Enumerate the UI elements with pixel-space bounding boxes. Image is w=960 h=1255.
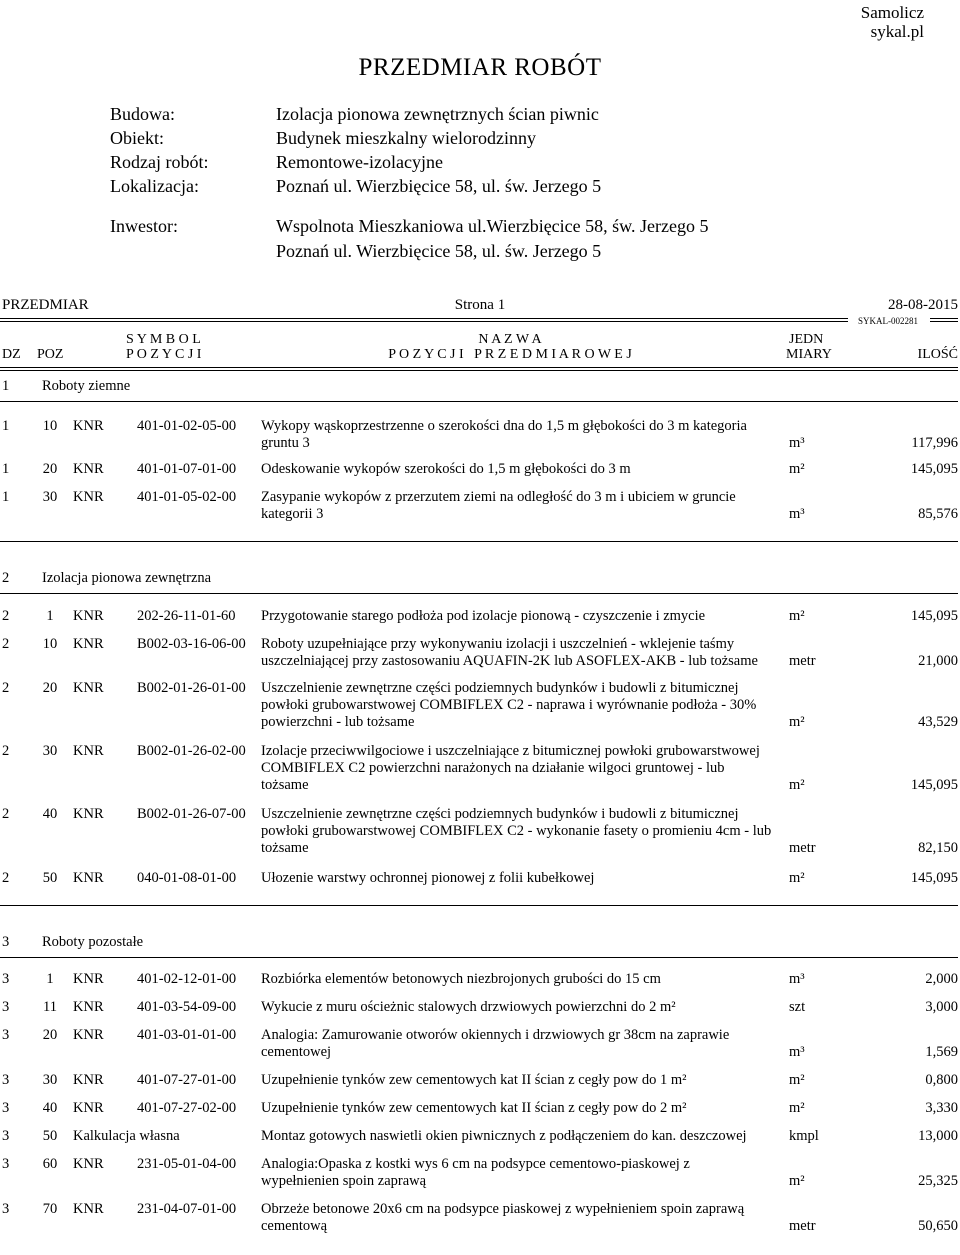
row-unit: metr: [789, 1218, 816, 1234]
jedn-heading-1: JEDN: [789, 332, 824, 347]
row-poz: 30: [42, 743, 58, 759]
inwestor-value-2: Poznań ul. Wierzbięcice 58, ul. św. Jerzego 5: [276, 241, 602, 261]
inwestor-label: Inwestor:: [110, 216, 178, 236]
row-symbol: 401-07-27-02-00: [137, 1100, 237, 1116]
header-rule-bottom-1: [0, 367, 958, 368]
section-title: Izolacja pionowa zewnętrzna: [42, 570, 212, 586]
row-dz: 3: [2, 1027, 10, 1043]
section-number: 1: [2, 378, 10, 394]
row-dz: 2: [2, 608, 10, 624]
row-description: Uszczelnienie zewnętrzne części podziemnych budynków i budowli z bitumicznej powłoki grubowarstwowej COMBIFLEX C2 - wykonanie fasety o promieniu 4cm - lub tożsame: [261, 806, 772, 856]
row-symbol: B002-01-26-01-00: [137, 680, 246, 696]
row-catalog: KNR: [73, 806, 104, 822]
row-description: Przygotowanie starego podłoża pod izolacje pionową - czyszczenie i zmycie: [261, 608, 706, 624]
row-poz: 50: [42, 1128, 58, 1144]
row-poz: 10: [42, 418, 58, 434]
header-rule-top-3: [930, 318, 958, 319]
row-catalog: KNR: [73, 999, 104, 1015]
row-description: Roboty uzupełniające przy wykonywaniu izolacji i uszczelnień - wklejenie taśmy uszczelniającej przy zastosowaniu AQUAFIN-2K lub ASOFLEX-AKB - lub tożsame: [261, 636, 758, 669]
row-description: Zasypanie wykopów z przerzutem ziemi na odległość do 3 m i ubiciem w gruncie kategorii 3: [261, 489, 736, 522]
section-number: 3: [2, 934, 10, 950]
row-poz: 1: [46, 971, 54, 987]
row-symbol: 401-01-05-02-00: [137, 489, 237, 505]
symbol-heading-2: P O Z Y C J I: [126, 347, 202, 362]
row-dz: 1: [2, 418, 10, 434]
row-description: Ułozenie warstwy ochronnej pionowej z folii kubełkowej: [261, 870, 595, 886]
obiekt-value: Budynek mieszkalny wielorodzinny: [276, 128, 536, 148]
row-symbol: 202-26-11-01-60: [137, 608, 236, 624]
row-dz: 3: [2, 1156, 10, 1172]
row-catalog: KNR: [73, 608, 104, 624]
section-title: Roboty ziemne: [42, 378, 131, 394]
poz-heading: POZ: [37, 347, 64, 362]
row-symbol: 040-01-08-01-00: [137, 870, 237, 886]
nazwa-heading-2: P O Z Y C J I P R Z E D M I A R O W E J: [388, 347, 632, 362]
row-catalog: KNR: [73, 1072, 104, 1088]
section-rule: [0, 957, 958, 958]
row-poz: 11: [43, 999, 57, 1015]
row-catalog: KNR: [73, 1156, 104, 1172]
row-quantity: 13,000: [918, 1128, 958, 1144]
budowa-value: Izolacja pionowa zewnętrznych ścian piwnic: [276, 104, 599, 124]
row-unit: m²: [789, 1100, 805, 1116]
row-unit: m²: [789, 870, 805, 886]
row-symbol: 401-01-07-01-00: [137, 461, 237, 477]
obiekt-label: Obiekt:: [110, 128, 164, 148]
row-unit: metr: [789, 653, 816, 669]
row-description: Izolacje przeciwwilgociowe i uszczelniające z bitumicznej powłoki grubowarstwowej COMBIFLEX C2 powierzchni narażonych na działanie wilgoci gruntowej - lub tożsame: [261, 743, 760, 793]
row-catalog: KNR: [73, 743, 104, 759]
row-unit: szt: [789, 999, 806, 1015]
row-description: Montaz gotowych naswietli okien piwnicznych z podłączeniem do kan. deszczowej: [261, 1128, 747, 1144]
inwestor-value-1: Wspolnota Mieszkaniowa ul.Wierzbięcice 58, św. Jerzego 5: [276, 216, 709, 236]
section-end-rule: [0, 541, 958, 542]
row-unit: m²: [789, 777, 805, 793]
section-end-rule: [0, 905, 958, 906]
row-quantity: 145,095: [910, 870, 958, 886]
section-number: 2: [2, 570, 10, 586]
row-quantity: 21,000: [918, 653, 958, 669]
rodzaj-value: Remontowe-izolacyjne: [276, 152, 443, 172]
row-symbol: B002-01-26-07-00: [137, 806, 246, 822]
symbol-heading-1: S Y M B O L: [126, 332, 201, 347]
row-description: Uzupełnienie tynków zew cementowych kat II ścian z cegły pow do 2 m²: [261, 1100, 687, 1116]
row-dz: 2: [2, 636, 10, 652]
row-description: Analogia:Opaska z kostki wys 6 cm na podsypce cementowo-piaskowej z wypełnienien spoin zaprawą: [261, 1156, 690, 1189]
row-unit: m²: [789, 714, 805, 730]
row-quantity: 43,529: [918, 714, 958, 730]
row-quantity: 145,095: [910, 777, 958, 793]
ilosc-heading: ILOŚĆ: [917, 347, 958, 362]
row-quantity: 3,000: [925, 999, 958, 1015]
row-poz: 70: [42, 1201, 58, 1217]
row-dz: 2: [2, 680, 10, 696]
row-quantity: 1,569: [925, 1044, 958, 1060]
print-date: 28-08-2015: [888, 297, 958, 313]
header-rule-top-4: [930, 321, 958, 322]
row-poz: 10: [42, 636, 58, 652]
row-dz: 3: [2, 1201, 10, 1217]
row-unit: m³: [789, 435, 805, 451]
row-symbol: 401-01-02-05-00: [137, 418, 237, 434]
section-rule: [0, 593, 958, 594]
row-catalog: KNR: [73, 1201, 104, 1217]
row-description: Wykucie z muru ościeżnic stalowych drzwiowych powierzchni do 2 m²: [261, 999, 676, 1015]
budowa-label: Budowa:: [110, 104, 175, 124]
row-poz: 1: [46, 608, 54, 624]
row-catalog: KNR: [73, 680, 104, 696]
row-catalog: KNR: [73, 418, 104, 434]
row-description: Wykopy wąskoprzestrzenne o szerokości dna do 1,5 m głębokości do 3 m kategoria gruntu 3: [261, 418, 747, 451]
row-catalog: KNR: [73, 971, 104, 987]
page-title: PRZEDMIAR ROBÓT: [358, 54, 602, 81]
header-rule-bottom-2: [0, 370, 958, 371]
row-description: Rozbiórka elementów betonowych niezbrojonych grubości do 15 cm: [261, 971, 661, 987]
row-unit: m³: [789, 506, 805, 522]
row-quantity: 3,330: [925, 1100, 958, 1116]
corner-line-1: Samolicz: [860, 3, 924, 22]
row-catalog: KNR: [73, 870, 104, 886]
row-description: Analogia: Zamurowanie otworów okiennych i drzwiowych gr 38cm na zaprawie cementowej: [261, 1027, 730, 1060]
row-unit: m²: [789, 1173, 805, 1189]
jedn-heading-2: MIARY: [786, 347, 832, 362]
row-poz: 40: [42, 1100, 58, 1116]
row-unit: m²: [789, 608, 805, 624]
row-unit: m³: [789, 1044, 805, 1060]
row-unit: metr: [789, 840, 816, 856]
row-unit: kmpl: [789, 1128, 819, 1144]
header-rule-top-2: [0, 321, 848, 322]
header-rule-top-1: [0, 318, 848, 319]
row-dz: 3: [2, 1128, 10, 1144]
row-poz: 20: [42, 1027, 58, 1043]
row-symbol: 231-04-07-01-00: [137, 1201, 237, 1217]
row-description: Odeskowanie wykopów szerokości do 1,5 m głębokości do 3 m: [261, 461, 631, 477]
przedmiar-label: PRZEDMIAR: [2, 297, 89, 313]
row-quantity: 145,095: [910, 461, 958, 477]
row-quantity: 145,095: [910, 608, 958, 624]
row-poz: 40: [42, 806, 58, 822]
row-quantity: 0,800: [925, 1072, 958, 1088]
rodzaj-label: Rodzaj robót:: [110, 152, 209, 172]
row-symbol: B002-01-26-02-00: [137, 743, 246, 759]
row-quantity: 82,150: [918, 840, 958, 856]
document-code: SYKAL-002281: [858, 316, 918, 326]
row-quantity: 117,996: [911, 435, 958, 451]
lokalizacja-value: Poznań ul. Wierzbięcice 58, ul. św. Jerzego 5: [276, 176, 602, 196]
section-rule: [0, 401, 958, 402]
section-title: Roboty pozostałe: [42, 934, 144, 950]
dz-heading: DZ: [2, 347, 21, 362]
row-catalog: KNR: [73, 489, 104, 505]
row-catalog: KNR: [73, 1027, 104, 1043]
row-poz: 50: [42, 870, 58, 886]
row-quantity: 2,000: [925, 971, 958, 987]
page-number: Strona 1: [454, 297, 506, 313]
row-dz: 3: [2, 971, 10, 987]
row-dz: 2: [2, 743, 10, 759]
row-poz: 20: [42, 461, 58, 477]
corner-line-2: sykal.pl: [870, 22, 924, 41]
row-description: Obrzeże betonowe 20x6 cm na podsypce piaskowej z wypełnieniem spoin zaprawą cementową: [261, 1201, 745, 1234]
row-catalog: KNR: [73, 461, 104, 477]
lokalizacja-label: Lokalizacja:: [110, 176, 199, 196]
row-poz: 30: [42, 1072, 58, 1088]
row-symbol: 401-03-01-01-00: [137, 1027, 237, 1043]
row-quantity: 25,325: [918, 1173, 958, 1189]
row-dz: 2: [2, 806, 10, 822]
row-poz: 60: [42, 1156, 58, 1172]
row-symbol: 401-07-27-01-00: [137, 1072, 237, 1088]
row-catalog: Kalkulacja własna: [73, 1128, 180, 1144]
row-poz: 20: [42, 680, 58, 696]
row-quantity: 50,650: [918, 1218, 958, 1234]
row-symbol: 401-03-54-09-00: [137, 999, 237, 1015]
row-unit: m²: [789, 1072, 805, 1088]
row-dz: 2: [2, 870, 10, 886]
row-catalog: KNR: [73, 1100, 104, 1116]
row-symbol: 401-02-12-01-00: [137, 971, 237, 987]
row-symbol: 231-05-01-04-00: [137, 1156, 237, 1172]
row-dz: 3: [2, 999, 10, 1015]
row-symbol: B002-03-16-06-00: [137, 636, 246, 652]
corner-brand: [861, 3, 924, 41]
row-unit: m³: [789, 971, 805, 987]
row-dz: 1: [2, 489, 10, 505]
row-unit: m²: [789, 461, 805, 477]
row-quantity: 85,576: [918, 506, 958, 522]
row-dz: 3: [2, 1100, 10, 1116]
row-poz: 30: [42, 489, 58, 505]
row-dz: 3: [2, 1072, 10, 1088]
row-description: Uszczelnienie zewnętrzne części podziemnych budynków i budowli z bitumicznej powłoki grubowarstwowej COMBIFLEX C2 - naprawa i wyrównanie podłoża - 30% powierzchni - lub tożsame: [261, 680, 757, 730]
nazwa-heading-1: N A Z W A: [478, 332, 542, 347]
row-catalog: KNR: [73, 636, 104, 652]
row-dz: 1: [2, 461, 10, 477]
row-description: Uzupełnienie tynków zew cementowych kat II ścian z cegły pow do 1 m²: [261, 1072, 687, 1088]
